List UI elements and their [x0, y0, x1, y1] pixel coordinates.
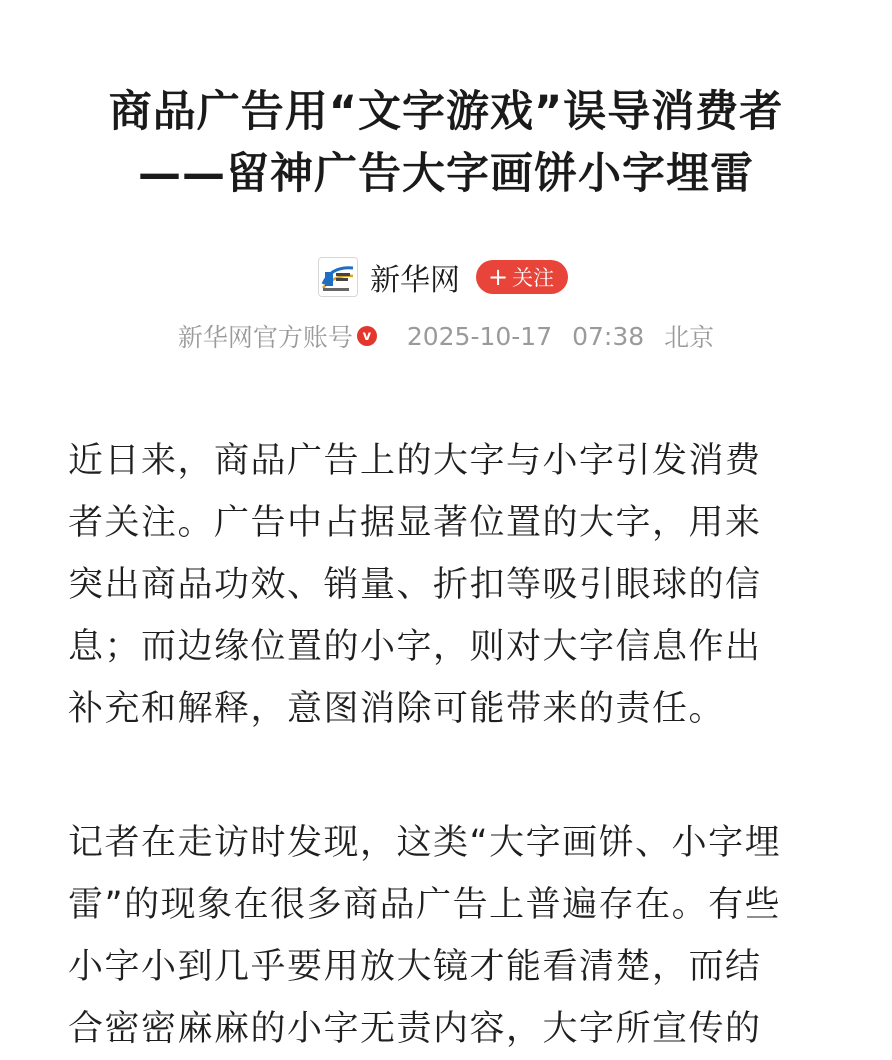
- paragraph-line: 合密密麻麻的小字无责内容，大字所宣传的: [68, 1009, 762, 1049]
- source-row: [318, 252, 568, 302]
- paragraph-line: 突出商品功效、销量、折扣等吸引眼球的信: [68, 565, 762, 605]
- paragraph-line: 补充和解释，意图消除可能带来的责任。: [68, 689, 726, 729]
- publish-location: 北京: [664, 323, 715, 352]
- account-name[interactable]: 新华网官方账号: [177, 323, 353, 352]
- paragraph-line: 者关注。广告中占据显著位置的大字，用来: [68, 503, 762, 543]
- paragraph-line: 小字小到几乎要用放大镜才能看清楚，而结: [68, 947, 762, 987]
- follow-button[interactable]: [476, 260, 568, 294]
- source-name[interactable]: 新华网: [370, 263, 460, 298]
- article-meta: [0, 318, 892, 354]
- publish-date: 2025-10-17: [406, 321, 553, 351]
- paragraph-line: 近日来，商品广告上的大字与小字引发消费: [68, 441, 762, 481]
- body-paragraph-2: [68, 812, 828, 1060]
- article-title-line-1: 商品广告用“文字游戏”误导消费者: [108, 87, 784, 137]
- paragraph-line: 雷”的现象在很多商品广告上普遍存在。有些: [68, 885, 782, 925]
- article-title-line-2: ——留神广告大字画饼小字埋雷: [138, 149, 754, 199]
- follow-label: 关注: [512, 266, 555, 290]
- paragraph-line: 息；而边缘位置的小字，则对大字信息作出: [68, 627, 762, 667]
- publish-time: 07:38: [572, 321, 645, 351]
- xinhua-news-logo-icon[interactable]: [318, 257, 358, 297]
- plus-icon: +: [488, 263, 509, 291]
- paragraph-line: 记者在走访时发现，这类“大字画饼、小字埋: [68, 823, 782, 863]
- body-paragraph-1: [68, 430, 828, 740]
- verified-badge-icon: v: [357, 326, 377, 346]
